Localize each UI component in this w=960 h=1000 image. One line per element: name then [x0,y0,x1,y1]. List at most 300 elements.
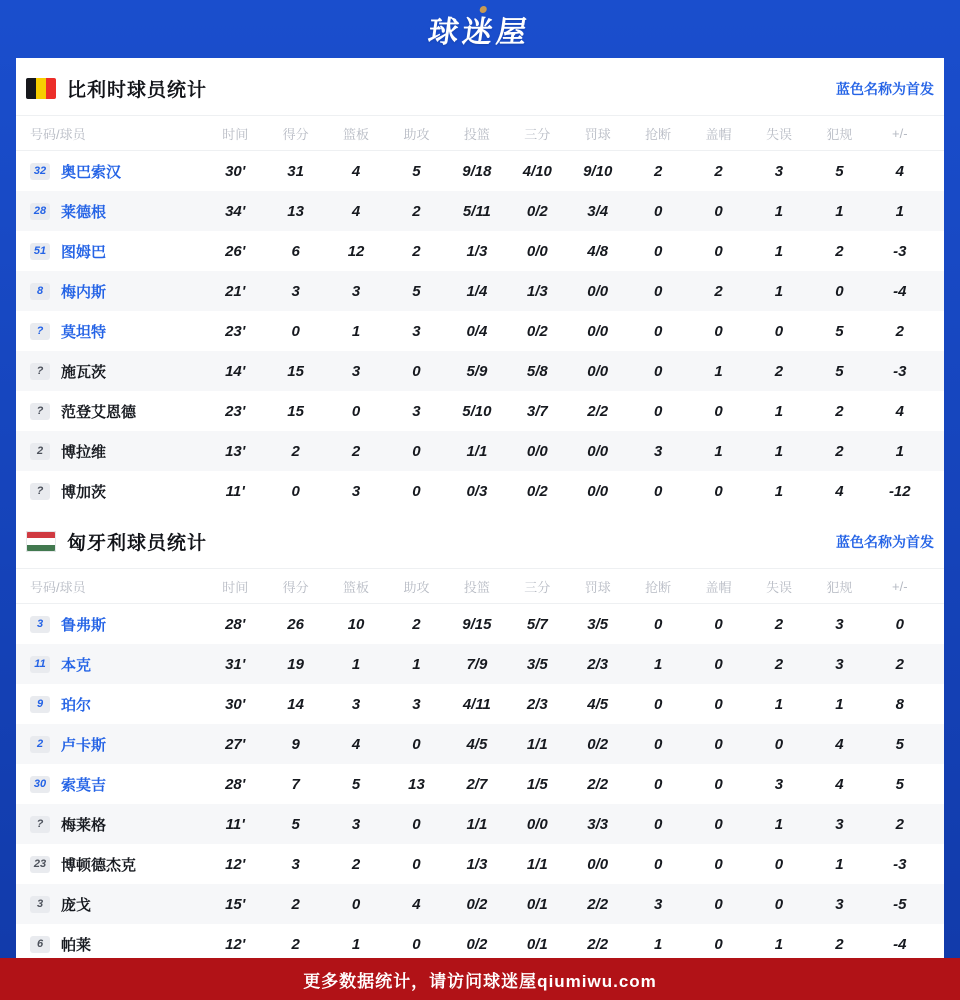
jersey-number-badge: ? [30,363,50,380]
stat-cell: 0/2 [526,482,548,500]
stat-cell: 3 [351,482,361,500]
player-name: 博拉维 [61,443,107,461]
belgium-flag-icon [26,78,56,99]
stat-cell: 1 [653,935,663,953]
column-header: 盖帽 [705,126,732,142]
table-body [16,151,944,511]
stat-cell: 4 [835,775,844,793]
stat-cell: 5 [835,162,844,180]
player-row [16,231,944,271]
jersey-number-badge: ? [30,816,50,833]
stat-cell: 0 [351,895,361,913]
stat-cell: 34' [225,202,246,220]
stat-cell: 0 [714,935,723,953]
column-header: 三分 [524,126,551,142]
stat-cell: 0/3 [466,482,488,500]
stat-cell: 9/10 [583,162,613,180]
stat-cell: 0 [653,242,663,260]
player-name: 博顿德杰克 [61,856,137,874]
player-row [16,271,944,311]
stat-cell: 0 [291,322,300,340]
stat-cell: 5 [835,322,844,340]
stat-cell: 0/2 [526,202,548,220]
stat-cell: 3/4 [587,202,609,220]
starter-note: 蓝色名称为首发 [836,533,934,550]
stat-cell: 2 [351,855,361,873]
stat-cell: 3 [351,695,361,713]
stat-cell: 4 [412,895,421,913]
player-cell [30,614,205,635]
player-name: 本克 [61,656,92,674]
stat-cell: 31' [225,655,246,673]
stat-cell: 0 [714,242,723,260]
player-cell [30,361,205,382]
stat-cell: 2 [774,615,784,633]
column-header: 失误 [765,579,792,595]
player-cell [30,161,205,182]
stat-cell: 0/1 [526,935,548,953]
player-row [16,724,944,764]
stat-cell: 3 [351,815,361,833]
stat-cell: 2 [291,935,300,953]
player-cell [30,201,205,222]
column-header: 盖帽 [705,579,732,595]
stat-cell: 9/18 [462,162,492,180]
stat-cell: 0 [412,935,421,953]
section-header [16,58,944,115]
table-header-row [16,115,944,151]
jersey-number-badge: 8 [30,283,50,300]
stat-cell: 1 [774,282,784,300]
player-cell [30,654,205,675]
player-name: 帕莱 [61,936,92,954]
stat-cell: 1 [895,202,904,220]
stat-cell: 2 [835,402,844,420]
stat-cell: 4/5 [466,735,488,753]
stat-cell: 5/10 [462,402,492,420]
jersey-number-badge: 3 [30,616,50,633]
stat-cell: 1/1 [526,855,548,873]
stat-cell: 0 [351,402,361,420]
player-row [16,431,944,471]
column-header: 抢断 [645,126,672,142]
stat-cell: 3 [412,695,421,713]
jersey-number-badge: 51 [30,243,50,260]
player-row [16,924,944,958]
stat-cell: 0 [653,402,663,420]
stat-cell: 0/0 [587,322,609,340]
stat-cell: 3 [653,895,663,913]
stat-cell: 4 [895,162,904,180]
column-header: 抢断 [645,579,672,595]
stat-cell: 30' [225,162,246,180]
footer-text: 更多数据统计，请访问球迷屋qiumiwu.com [303,971,657,991]
player-name: 莫坦特 [61,323,107,341]
stat-cell: 5/7 [526,615,548,633]
stat-cell: 1/1 [466,815,488,833]
player-row [16,644,944,684]
player-cell [30,734,205,755]
stat-cell: 1 [351,935,361,953]
player-name: 莱德根 [61,203,107,221]
column-header: 罚球 [584,126,611,142]
stat-cell: 0 [653,282,663,300]
player-name: 鲁弗斯 [61,616,107,634]
stat-cell: 2 [291,895,300,913]
stat-cell: 15 [287,362,304,380]
stat-cell: 0 [714,202,723,220]
table-header-row [16,568,944,604]
footer [0,958,960,1000]
stat-cell: 2/2 [587,402,609,420]
stat-cell: 0 [895,615,904,633]
stat-cell: 5/11 [462,202,491,220]
column-header: 失误 [765,126,792,142]
column-header: 得分 [282,579,309,595]
stat-cell: 3 [351,282,361,300]
stat-cell: 2 [835,442,844,460]
column-header: 助攻 [403,579,430,595]
topbar [0,0,960,58]
jersey-number-badge: 28 [30,203,50,220]
jersey-number-badge: 2 [30,736,50,753]
player-row [16,884,944,924]
stat-cell: 3/5 [587,615,609,633]
stat-cell: 5/9 [466,362,488,380]
stat-cell: 0 [412,735,421,753]
stat-cell: 1 [653,655,663,673]
stat-cell: 27' [225,735,246,753]
stat-cell: 0 [774,855,784,873]
stat-cell: 5 [835,362,844,380]
stat-cell: 1 [774,242,784,260]
stat-cell: 4/11 [462,695,491,713]
player-cell [30,934,205,955]
stat-cell: 5 [895,735,904,753]
stats-card [16,58,944,958]
stat-cell: 3 [835,655,844,673]
stat-cell: -4 [893,935,907,953]
stat-cell: 0 [412,482,421,500]
stat-cell: 0 [714,815,723,833]
stat-cell: 3/7 [526,402,548,420]
stat-cell: 0 [714,695,723,713]
player-cell [30,401,205,422]
stat-cell: 4 [351,735,361,753]
stat-cell: 1/4 [466,282,488,300]
player-row [16,764,944,804]
player-cell [30,854,205,875]
stat-cell: 5 [351,775,361,793]
stat-cell: 0 [714,655,723,673]
stat-cell: 0 [653,482,663,500]
stat-cell: 4 [835,735,844,753]
stat-cell: 5/8 [526,362,548,380]
stat-cell: 4/5 [587,695,609,713]
stat-cell: 15' [225,895,246,913]
player-cell [30,774,205,795]
stat-cell: 31 [287,162,304,180]
player-row [16,844,944,884]
stat-cell: 3 [351,362,361,380]
stat-cell: 0/1 [526,895,548,913]
stat-cell: -5 [893,895,907,913]
stat-cell: 2 [351,442,361,460]
stat-cell: 0/0 [526,442,548,460]
jersey-number-badge: 32 [30,163,50,180]
stat-cell: 1 [774,482,784,500]
stat-cell: 9/15 [462,615,492,633]
column-header: 篮板 [343,579,370,595]
stat-cell: 2 [412,615,421,633]
stat-cell: 2/2 [587,775,609,793]
column-header: +/- [892,578,908,594]
stat-cell: 2 [895,655,904,673]
stat-cell: 15 [287,402,304,420]
column-header: 犯规 [826,579,853,595]
player-name: 庞戈 [61,896,92,914]
stat-cell: 1/1 [526,735,548,753]
stat-cell: 0 [774,895,784,913]
stat-cell: 3/5 [526,655,548,673]
column-header: 投篮 [463,126,490,142]
player-cell [30,281,205,302]
player-cell [30,481,205,502]
player-row [16,604,944,644]
section-title: 比利时球员统计 [67,80,208,101]
stat-cell: 10 [347,615,365,633]
hungary-stats-section [16,511,944,958]
stat-cell: 1 [835,855,844,873]
stat-cell: 1 [774,442,784,460]
player-row [16,311,944,351]
stat-cell: 3 [835,615,844,633]
stat-cell: 11' [225,815,245,833]
stat-cell: 0/2 [466,895,488,913]
section-header [16,511,944,568]
stat-cell: 3 [291,282,300,300]
player-name: 梅莱格 [61,816,107,834]
stat-cell: 4/8 [587,242,609,260]
stat-cell: 5 [291,815,300,833]
column-header: 助攻 [403,126,430,142]
stat-cell: 2 [895,322,904,340]
player-row [16,804,944,844]
stat-cell: 28' [225,775,246,793]
stat-cell: 0 [714,322,723,340]
stat-cell: -3 [893,855,907,873]
player-row [16,391,944,431]
stat-cell: 7/9 [466,655,488,673]
player-name: 珀尔 [61,696,92,714]
stat-cell: 0/0 [587,442,609,460]
stat-cell: 3 [774,162,784,180]
stat-cell: 0 [714,482,723,500]
player-row [16,151,944,191]
stat-cell: 3 [412,402,421,420]
player-name: 博加茨 [61,483,107,501]
player-name: 卢卡斯 [61,736,107,754]
stat-cell: 0 [653,735,663,753]
player-row [16,191,944,231]
stat-cell: 0/0 [587,855,609,873]
stat-cell: 12' [225,855,246,873]
stat-cell: 4 [895,402,904,420]
section-title: 匈牙利球员统计 [67,533,208,554]
stat-cell: 5 [895,775,904,793]
player-name: 梅内斯 [61,283,107,301]
logo: 球迷屋 [426,7,534,51]
belgium-stats-section [16,58,944,511]
jersey-number-badge: 30 [30,776,50,793]
stat-cell: 4 [351,202,361,220]
stat-cell: 7 [291,775,300,793]
stat-cell: 1 [714,442,723,460]
stat-cell: 0/0 [587,362,609,380]
stat-cell: 30' [225,695,246,713]
stat-cell: 1 [774,202,784,220]
player-name: 图姆巴 [61,243,107,261]
stat-cell: 6 [291,242,300,260]
stat-cell: 0 [653,855,663,873]
jersey-number-badge: 9 [30,696,50,713]
stat-cell: -3 [893,242,907,260]
jersey-number-badge: 6 [30,936,50,953]
player-row [16,684,944,724]
stat-cell: 0 [653,322,663,340]
jersey-number-badge: 23 [30,856,50,873]
stat-cell: 21' [225,282,246,300]
stat-cell: 13' [225,442,246,460]
hungary-flag-icon [26,531,56,552]
column-header: 投篮 [463,579,490,595]
column-header: 罚球 [584,579,611,595]
stat-cell: 12' [225,935,246,953]
stat-cell: 0/0 [587,482,609,500]
stat-cell: 2 [774,362,784,380]
stat-cell: 28' [225,615,246,633]
stat-cell: 2 [412,242,421,260]
player-name: 范登艾恩德 [61,403,137,421]
column-header: 得分 [282,126,309,142]
stat-cell: 0/2 [526,322,548,340]
column-header: 三分 [524,579,551,595]
stat-cell: 1 [774,815,784,833]
jersey-number-badge: 11 [30,656,50,673]
stat-cell: 26' [225,242,246,260]
player-cell [30,241,205,262]
table-body [16,604,944,958]
player-row [16,471,944,511]
stat-cell: 1/3 [466,242,488,260]
player-name: 索莫吉 [61,776,107,794]
jersey-number-badge: 2 [30,443,50,460]
player-cell [30,694,205,715]
column-header-player: 号码/球员 [30,579,86,595]
stat-cell: 0/2 [587,735,609,753]
stat-cell: 3 [653,442,663,460]
stat-cell: 2 [714,162,723,180]
stat-cell: 23' [225,322,246,340]
player-name: 奥巴索汉 [61,163,122,181]
stat-cell: 13 [287,202,304,220]
stat-cell: 0 [412,855,421,873]
stat-cell: 1 [774,935,784,953]
stat-cell: 2 [774,655,784,673]
stat-cell: 1/3 [526,282,548,300]
stat-cell: 1 [895,442,904,460]
stat-cell: 11' [225,482,245,500]
stat-cell: 4 [351,162,361,180]
stat-cell: 2 [835,935,844,953]
stat-cell: 4/10 [522,162,552,180]
jersey-number-badge: 3 [30,896,50,913]
stat-cell: 19 [287,655,304,673]
stat-cell: 1 [714,362,723,380]
stat-cell: 0 [653,362,663,380]
stat-cell: 0 [714,402,723,420]
stat-cell: 14 [287,695,304,713]
stat-cell: 0 [653,202,663,220]
stat-cell: 3 [291,855,300,873]
player-cell [30,441,205,462]
jersey-number-badge: ? [30,323,50,340]
stat-cell: 0/0 [526,242,548,260]
column-header: +/- [892,125,908,141]
column-header: 篮板 [343,126,370,142]
column-header: 时间 [222,579,249,595]
stat-cell: 0 [774,735,784,753]
stat-cell: 4 [835,482,844,500]
jersey-number-badge: ? [30,403,50,420]
stat-cell: 2 [653,162,663,180]
stat-cell: 3/3 [587,815,609,833]
stat-cell: 2/2 [587,895,609,913]
stat-cell: 3 [835,895,844,913]
stat-cell: 0/4 [466,322,488,340]
column-header-player: 号码/球员 [30,126,86,142]
stat-cell: 5 [412,282,421,300]
stat-cell: 0 [774,322,784,340]
stat-cell: 2/3 [526,695,548,713]
stat-cell: 0 [714,735,723,753]
player-row [16,351,944,391]
stat-cell: -12 [888,482,911,500]
stat-cell: 1/3 [466,855,488,873]
stat-cell: 1 [835,695,844,713]
stat-cell: 0 [291,482,300,500]
stat-cell: 0 [653,695,663,713]
stat-cell: 0 [412,442,421,460]
stat-cell: 3 [774,775,784,793]
stat-cell: 13 [408,775,425,793]
player-cell [30,321,205,342]
stat-cell: 23' [225,402,246,420]
stat-cell: 8 [895,695,904,713]
stat-cell: 2 [714,282,723,300]
jersey-number-badge: ? [30,483,50,500]
player-cell [30,814,205,835]
stat-cell: 26 [287,615,304,633]
stat-cell: 1/1 [466,442,488,460]
stat-cell: 2 [895,815,904,833]
column-header: 时间 [222,126,249,142]
stat-cell: 3 [835,815,844,833]
player-cell [30,894,205,915]
stat-cell: 1 [835,202,844,220]
player-name: 施瓦茨 [61,363,107,381]
stat-cell: 0 [714,855,723,873]
